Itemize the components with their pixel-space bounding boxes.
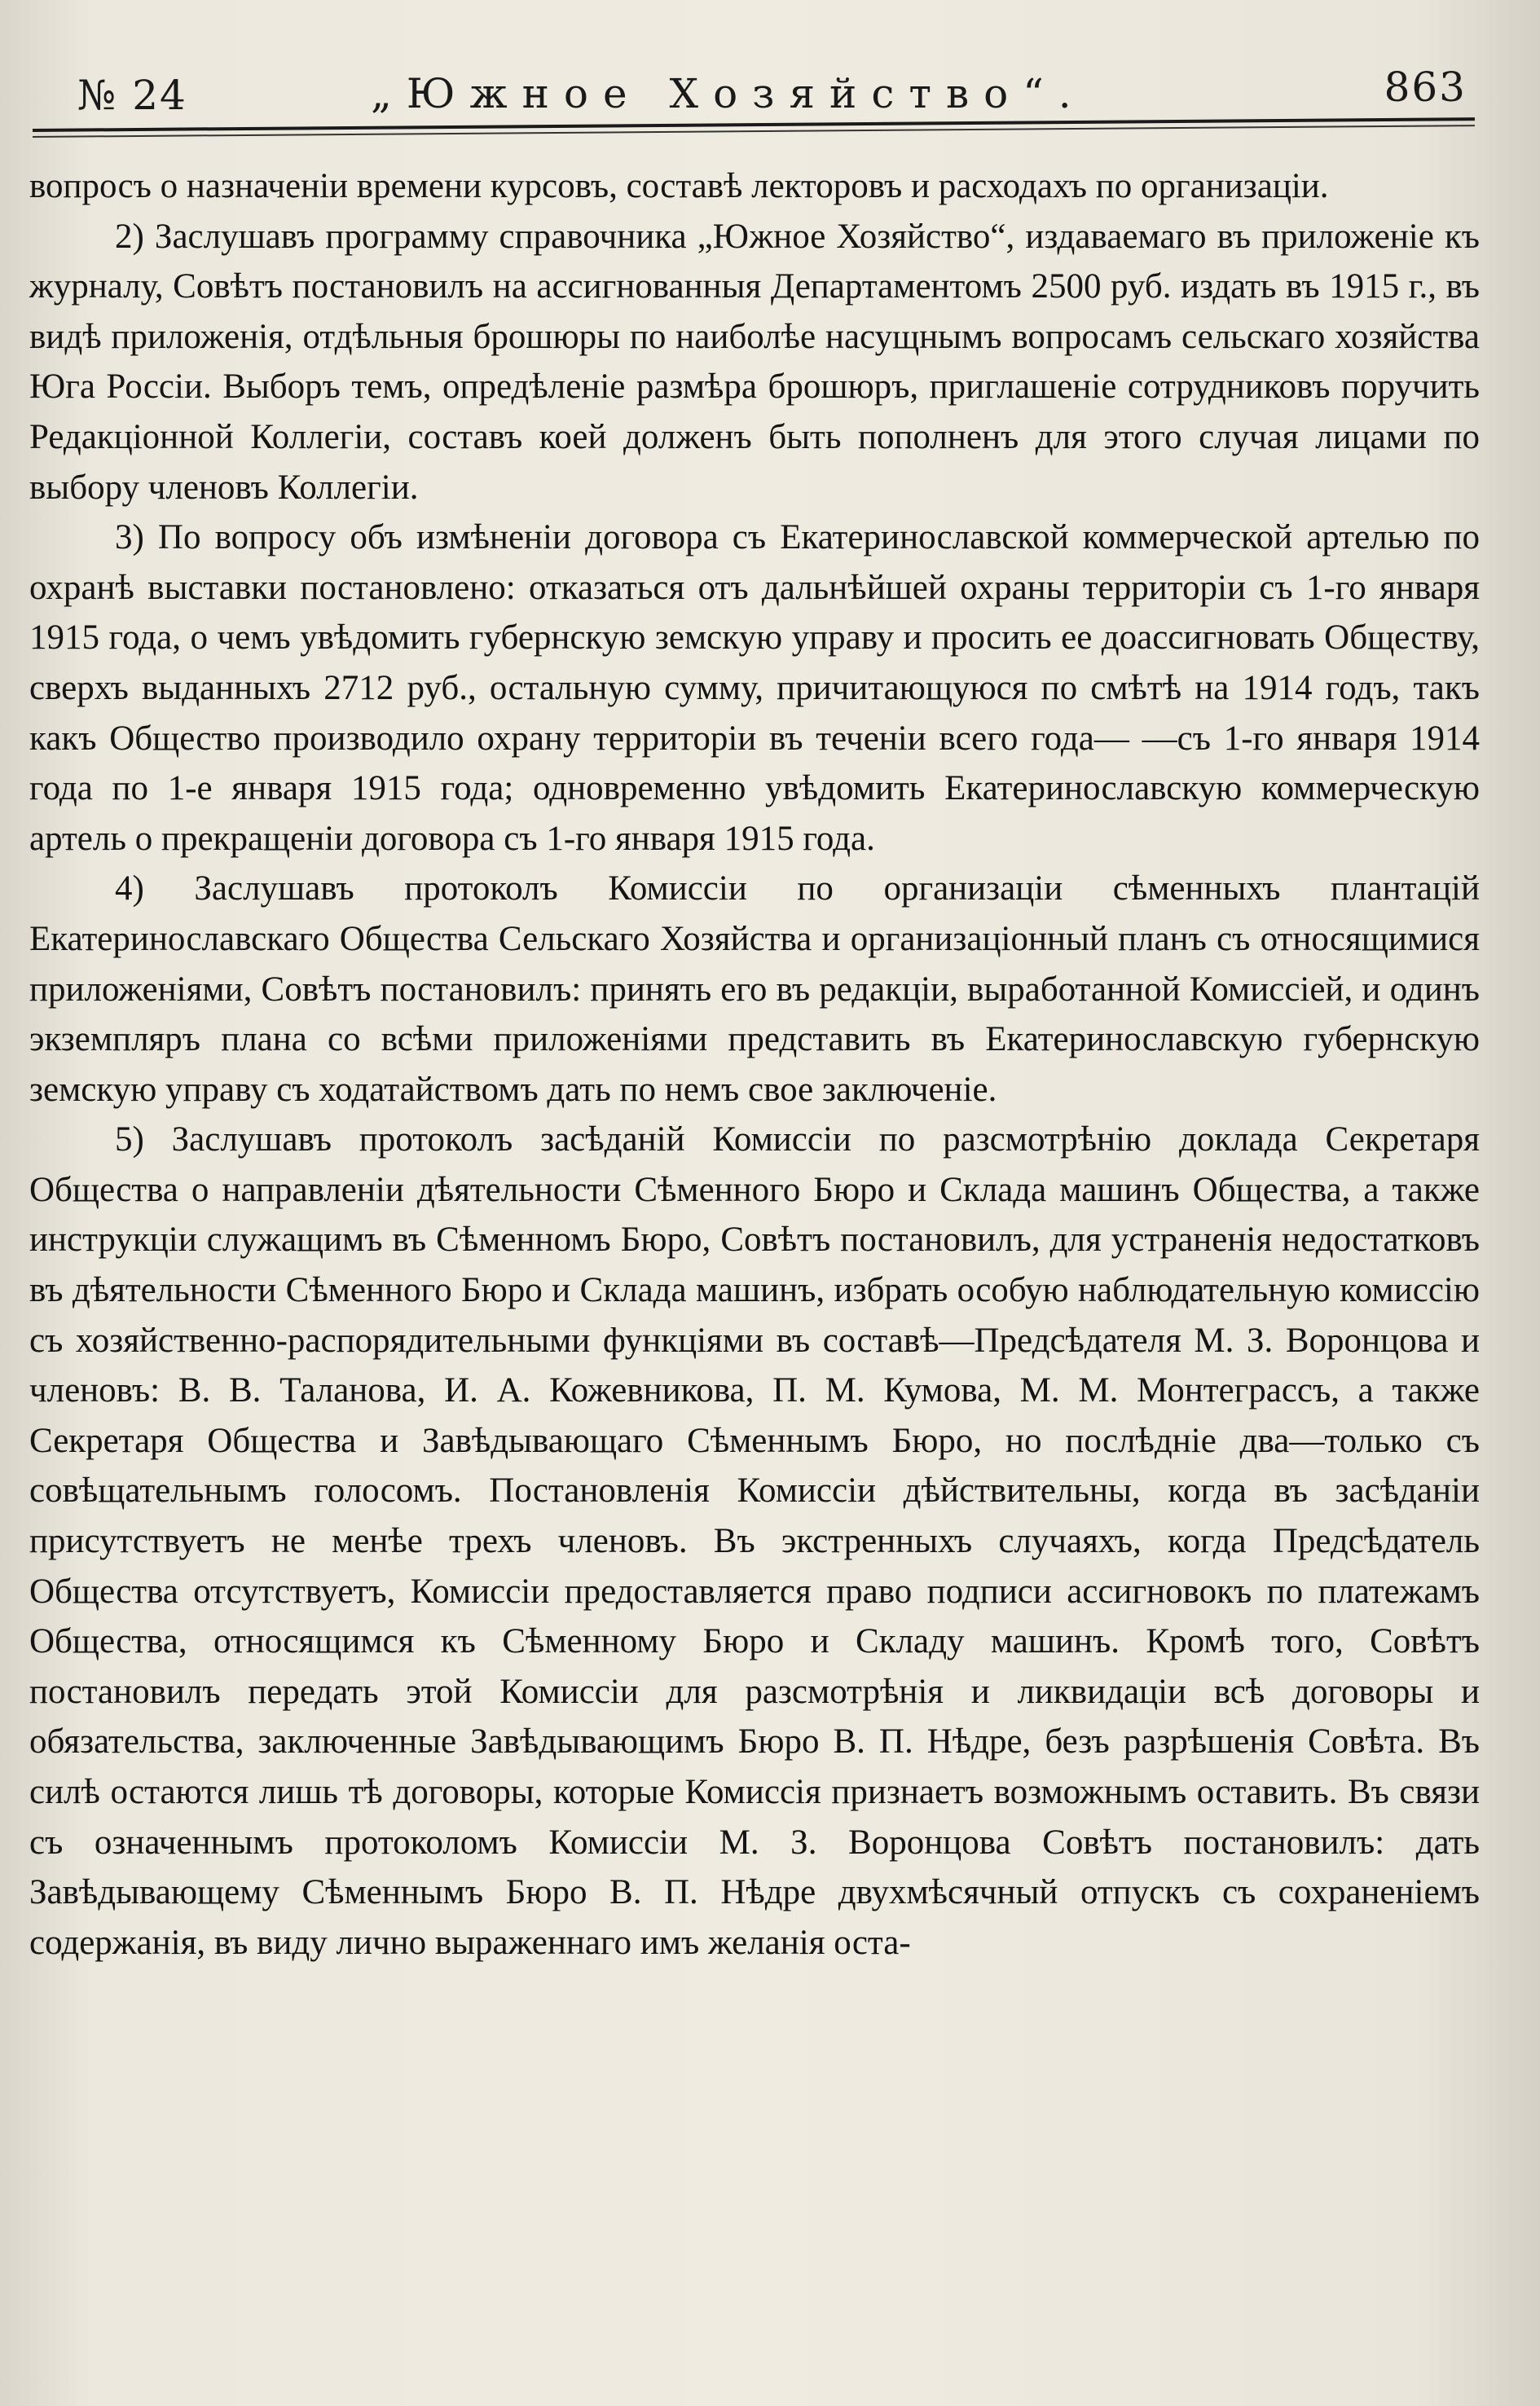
- paragraph-item-3: 3) По вопросу объ измѣненіи договора съ Екатеринославской коммерческой артелью по охранѣ выставки постановлено: отказаться отъ дальнѣйшей охраны территоріи съ 1-го января 1915 года, о чемъ увѣдомить губернскую земскую управу и просить ее доассигновать Обществу, сверхъ выданныхъ 2712 руб., остальную сумму, причитающуюся по смѣтѣ на 1914 годъ, такъ какъ Общество производило охрану территоріи въ теченіи всего года— —съ 1-го января 1914 года по 1-е января 1915 года; одновременно увѣдомить Екатеринославскую коммерческую артель о прекращеніи договора съ 1-го января 1915 года.: [29, 518, 1480, 858]
- page-number: 863: [1384, 64, 1467, 111]
- paragraph-item-4: 4) Заслушавъ протоколъ Комиссіи по организаціи сѣменныхъ плантацій Екатеринославскаго Общества Сельскаго Хозяйства и организаціонный планъ съ относящимися приложеніями, Совѣтъ постановилъ: принять его въ редакціи, выработанной Комиссіей, и одинъ экземпляръ плана со всѣми приложеніями представить въ Екатеринославскую губернскую земскую управу съ ходатайствомъ дать по немъ свое заключеніе.: [29, 869, 1480, 1109]
- body-text: [29, 161, 1480, 1968]
- issue-number: № 24: [77, 72, 187, 119]
- paragraph-continuation: вопросъ о назначеніи времени курсовъ, составѣ лекторовъ и расходахъ по организаціи.: [29, 167, 1329, 205]
- page-header: [77, 64, 1467, 122]
- journal-title: „Южное Хозяйство“.: [371, 70, 1086, 117]
- paragraph-item-5: 5) Заслушавъ протоколъ засѣданій Комиссіи по разсмотрѣнію доклада Секретаря Общества о направленіи дѣятельности Сѣменного Бюро и Склада машинъ Общества, а также инструкціи служащимъ въ Сѣменномъ Бюро, Совѣтъ постановилъ, для устраненія недостатковъ въ дѣятельности Сѣменного Бюро и Склада машинъ, избрать особую наблюдательную комиссію съ хозяйственно-распорядительными функціями въ составѣ—Предсѣдателя М. З. Воронцова и членовъ: В. В. Таланова, И. А. Кожевникова, П. М. Кумова, М. М. Монтеграссъ, а также Секретаря Общества и Завѣдывающаго Сѣменнымъ Бюро, но послѣдніе два—только съ совѣщательнымъ голосомъ. Постановленія Комиссіи дѣйствительны, когда въ засѣданіи присутствуетъ не менѣе трехъ членовъ. Въ экстренныхъ случаяхъ, когда Предсѣдатель Общества отсутствуетъ, Комиссіи предоставляется право подписи ассигновокъ по платежамъ Общества, относящимся къ Сѣменному Бюро и Складу машинъ. Кромѣ того, Совѣтъ постановилъ передать этой Комиссіи для разсмотрѣнія и ликвидаціи всѣ договоры и обязательства, заключенные Завѣдывающимъ Бюро В. П. Нѣдре, безъ разрѣшенія Совѣта. Въ силѣ остаются лишь тѣ договоры, которые Комиссія признаетъ возможнымъ оставить. Въ связи съ означеннымъ протоколомъ Комиссіи М. З. Воронцова Совѣтъ постановилъ: дать Завѣдывающему Сѣменнымъ Бюро В. П. Нѣдре двухмѣсячный отпускъ съ сохраненіемъ содержанія, въ виду лично выраженнаго имъ желанія оста-: [29, 1120, 1480, 1962]
- paragraph-item-2: 2) Заслушавъ программу справочника „Южное Хозяйство“, издаваемаго въ приложеніе къ журналу, Совѣтъ постановилъ на ассигнованныя Департаментомъ 2500 руб. издать въ 1915 г., въ видѣ приложенія, отдѣльныя брошюры по наиболѣе насущнымъ вопросамъ сельскаго хозяйства Юга Россіи. Выборъ темъ, опредѣленіе размѣра брошюръ, приглашеніе сотрудниковъ поручить Редакціонной Коллегіи, составъ коей долженъ быть пополненъ для этого случая лицами по выбору членовъ Коллегіи.: [29, 217, 1480, 507]
